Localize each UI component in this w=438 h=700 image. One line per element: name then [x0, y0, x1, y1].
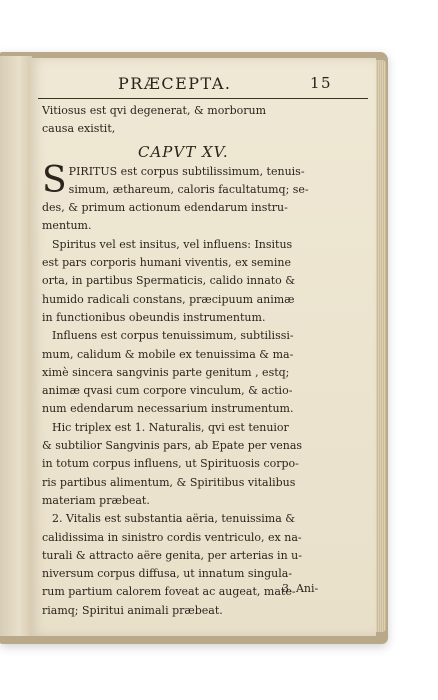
text-line: PIRITUS est corpus subtilissimum, tenuis-	[68, 164, 305, 178]
text-line: mentum.	[42, 219, 92, 233]
text-line: calidissima in sinistro cordis ventriculo, ex na-	[42, 530, 302, 544]
text-line: animæ qvasi cum corpore vinculum, & actio-	[42, 384, 293, 398]
text-line: turali & attracto aëre genita, per arterias in u-	[42, 548, 302, 562]
text-line: ximè sincera sangvinis parte genitum , estq;	[42, 365, 290, 379]
catchword: 3. Ani-	[282, 582, 319, 595]
text-line: est pars corporis humani viventis, ex semine	[42, 256, 291, 270]
text-line: orta, in partibus Spermaticis, calido innato &	[42, 274, 296, 288]
text-line: & subtilior Sangvinis pars, ab Epate per venas	[42, 439, 303, 453]
text-line: materiam præbeat.	[42, 493, 150, 507]
text-line: num edendarum necessarium instrumentum.	[42, 402, 294, 416]
page-text	[42, 102, 370, 620]
text-line: ris partibus alimentum, & Spiritibus vitalibus	[42, 475, 296, 489]
chapter-heading: CAPVT XV.	[138, 142, 229, 161]
text-line: mum, calidum & mobile ex tenuissima & ma-	[42, 347, 294, 361]
page-block-edge	[376, 60, 386, 632]
header-rule	[38, 98, 368, 99]
text-line: riamq; Spiritui animali præbeat.	[42, 603, 223, 617]
first-paragraph	[42, 159, 370, 236]
text-line: 2. Vitalis est substantia aëria, tenuissima &	[52, 512, 296, 526]
page-number: 15	[310, 74, 333, 92]
text-line: des, & primum actionum edendarum instru-	[42, 201, 288, 215]
body-paragraphs	[42, 236, 370, 620]
text-line: humido radicali constans, præcipuum animæ	[42, 292, 295, 306]
text-line: in totum corpus influens, ut Spirituosis corpo-	[42, 457, 299, 471]
drop-cap: S	[42, 159, 67, 201]
text-line: in functionibus obeundis instrumentum.	[42, 310, 266, 324]
left-page-edge	[0, 56, 33, 636]
text-line: niversum corpus diffusa, ut innatum singula-	[42, 567, 293, 581]
text-line: simum, æthareum, caloris facultatumq; se-	[68, 182, 309, 196]
running-header	[118, 74, 333, 98]
text-line: Spiritus vel est insitus, vel influens: Insitus	[52, 237, 293, 251]
text-line: Hic triplex est 1. Naturalis, qvi est tenuior	[52, 420, 289, 434]
text-line: Influens est corpus tenuissimum, subtilissi-	[52, 329, 294, 343]
text-line: Vitiosus est qvi degenerat, & morborum	[42, 104, 267, 117]
text-line: causa existit,	[42, 122, 116, 136]
text-line: rum partium calorem foveat ac augeat, mate-	[42, 585, 296, 599]
header-title: PRÆCEPTA.	[118, 74, 232, 93]
